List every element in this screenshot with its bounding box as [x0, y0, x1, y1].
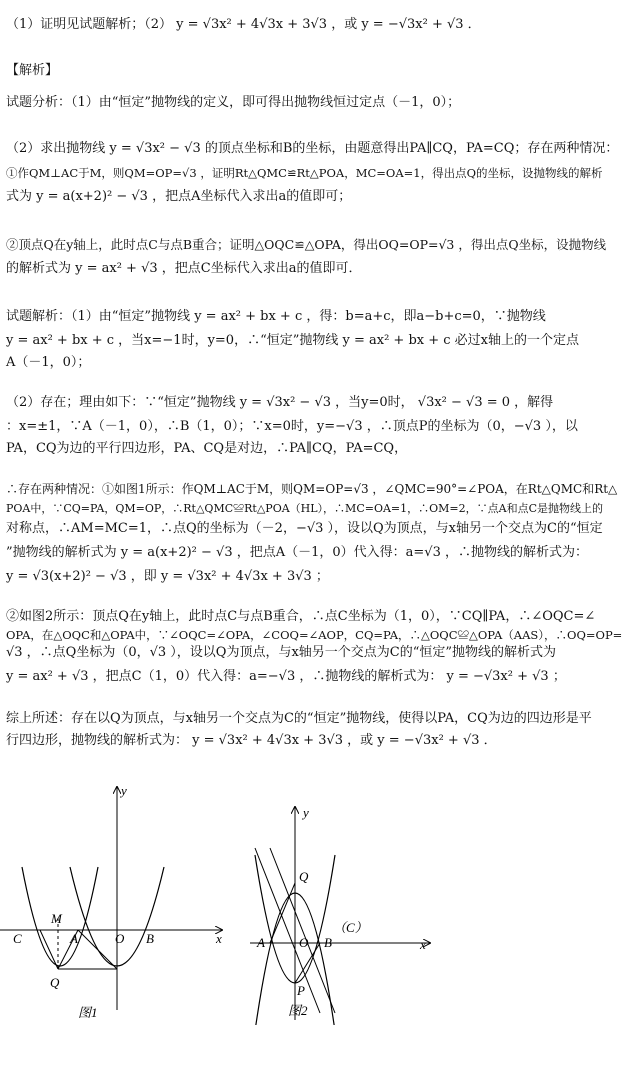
text-line: PA，CQ为边的平行四边形，PA、CQ是对边，∴PA∥CQ，PA=CQ， — [6, 441, 408, 456]
text-line: 的解析式为 y = ax² + √3 ，把点C坐标代入求出a的值即可． — [6, 261, 362, 276]
label-a: A — [257, 935, 265, 950]
text-line: （2）求出抛物线 y = √3x² − √3 的顶点坐标和B的坐标，由题意得出PA∥CQ，PA=CQ；存在两种情况： — [6, 141, 619, 156]
text-line: ①作QM⊥AC于M，则QM=OP=√3 ，证明Rt△QMC≌Rt△POA，MC=OA=1，得出点Q的坐标，设抛物线的解析 — [6, 166, 603, 180]
label-a: A — [70, 931, 78, 946]
label-b: B — [146, 931, 154, 946]
text-line: A（－1，0）； — [6, 355, 91, 370]
label-x: x — [420, 937, 426, 952]
figure-1 — [0, 775, 240, 1025]
label-m: M — [51, 911, 62, 926]
text-line: 试题解析：（1）由“恒定”抛物线 y = ax² + bx + c ，得：b=a+c，即a−b+c=0，∵抛物线 — [6, 309, 546, 324]
label-c: C — [13, 931, 22, 946]
text-line: √3 ，∴点Q坐标为（0，√3 ），设以Q为顶点，与x轴另一个交点为C的“恒定”抛物线的解析式为 — [6, 645, 557, 660]
label-q: Q — [299, 869, 309, 884]
text-line: y = ax² + bx + c ，当x=−1时，y=0，∴“恒定”抛物线 y = ax² + bx + c 必过x轴上的一个定点 — [6, 333, 580, 348]
text-line: POA中，∵CQ=PA，QM=OP，∴Rt△QMC≌Rt△POA（HL），∴MC=OA=1，∴OM=2，∵点A和点C是抛物线上的 — [6, 502, 603, 515]
text-line: 试题分析：（1）由“恒定”抛物线的定义，即可得出抛物线恒过定点（－1，0）； — [6, 95, 461, 110]
text-line: 式为 y = a(x+2)² − √3 ，把点A坐标代入求出a的值即可； — [6, 189, 352, 204]
line-pa — [255, 848, 320, 1013]
text-line: y = ax² + √3 ，把点C（1，0）代入得：a=−√3 ，∴抛物线的解析式为： y = −√3x² + √3 ； — [6, 669, 566, 684]
text-line: 【解析】 — [6, 63, 59, 78]
label-y: y — [303, 805, 309, 820]
text-line: 行四边形，抛物线的解析式为： y = √3x² + 4√3x + 3√3 ，或 y = −√3x² + √3 ． — [6, 733, 497, 748]
text-line: （1）证明见试题解析；（2） y = √3x² + 4√3x + 3√3 ，或 y = −√3x² + √3 ． — [6, 17, 481, 32]
label-c: （C） — [333, 920, 368, 935]
label-y: y — [121, 783, 127, 798]
caption-2: 图2 — [288, 1003, 308, 1018]
text-line: ”抛物线的解析式为 y = a(x+2)² − √3 ，把点A（－1，0）代入得：a=√3 ，∴抛物线的解析式为： — [6, 545, 588, 560]
figure-2 — [240, 795, 450, 1025]
label-q: Q — [50, 975, 60, 990]
text-line: ：x=±1，∵A（－1，0），∴B（1，0）；∵x=0时，y=−√3 ，∴顶点P的坐标为（0，−√3 ），以 — [6, 419, 578, 434]
label-o: O — [299, 935, 309, 950]
label-x: x — [216, 931, 222, 946]
text-line: ②顶点Q在y轴上，此时点C与点B重合；证明△OQC≌△OPA，得出OQ=OP=√3 ，得出点Q坐标，设抛物线 — [6, 237, 607, 252]
line-aq — [270, 883, 295, 943]
text-line: 对称点，∴AM=MC=1，∴点Q的坐标为（－2，−√3 ），设以Q为顶点，与x轴另一个交点为C的“恒定 — [6, 521, 603, 536]
line-cq — [40, 930, 58, 969]
text-line: OPA，在△OQC和△OPA中，∵∠OQC=∠OPA，∠COQ=∠AOP，CQ=PA，∴△OQC≌△OPA（AAS），∴OQ=OP= — [6, 628, 623, 642]
text-line: （2）存在；理由如下：∵“恒定”抛物线 y = √3x² − √3 ，当y=0时， √3x² − √3 = 0 ，解得 — [6, 395, 554, 410]
text-line: y = √3(x+2)² − √3 ，即 y = √3x² + 4√3x + 3√3 ； — [6, 569, 329, 584]
text-line: ∴存在两种情况：①如图1所示：作QM⊥AC于M，则QM=OP=√3 ，∠QMC=90°=∠POA，在Rt△QMC和Rt△ — [6, 482, 618, 496]
text-line: ②如图2所示：顶点Q在y轴上，此时点C与点B重合，∴点C坐标为（1，0），∵CQ∥PA，∴∠OQC=∠ — [6, 609, 596, 624]
label-o: O — [115, 931, 125, 946]
line-ap — [78, 930, 117, 969]
label-p: P — [297, 983, 305, 998]
caption-1: 图1 — [78, 1005, 98, 1020]
text-line: 综上所述：存在以Q为顶点，与x轴另一个交点为C的“恒定”抛物线，使得以PA，CQ为边的四边形是平 — [6, 711, 592, 726]
label-b: B — [324, 935, 332, 950]
